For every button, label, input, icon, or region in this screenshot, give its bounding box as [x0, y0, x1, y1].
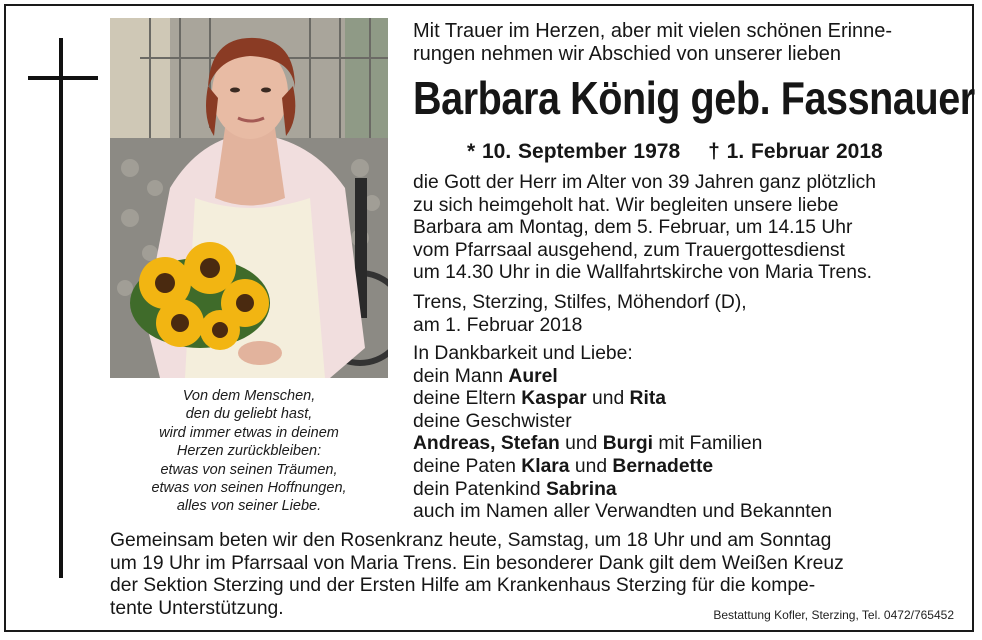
funeral-details: [413, 172, 876, 285]
quote-line: den du geliebt hast,: [185, 406, 313, 423]
date-line: am 1. Februar 2018: [413, 314, 583, 336]
details-line: um 14.30 Uhr in die Wallfahrtskirche von Maria Trens.: [413, 262, 873, 284]
details-line: Barbara am Montag, dem 5. Februar, um 14.15 Uhr: [413, 217, 853, 239]
quote-line: etwas von seinen Hoffnungen,: [151, 480, 347, 497]
siblings-suffix: mit Familien: [653, 433, 763, 455]
mourners-list: [413, 343, 832, 524]
quote-line: Herzen zurückbleiben:: [176, 443, 322, 460]
portrait-photo: [110, 18, 388, 378]
bottom-line: Gemeinsam beten wir den Rosenkranz heute, Samstag, um 18 Uhr und am Sonntag: [110, 530, 832, 551]
intro-text: [413, 20, 892, 66]
intro-line: rungen nehmen wir Abschied von unserer lieben: [413, 43, 842, 65]
deceased-name-text: Barbara König geb. Fassnauer: [413, 72, 975, 124]
deceased-name: [413, 72, 975, 124]
intro-line: Mit Trauer im Herzen, aber mit vielen schönen Erinne-: [413, 20, 893, 42]
quote-line: etwas von seinen Träumen,: [160, 461, 338, 478]
husband-line: [413, 366, 832, 389]
and-word: und: [559, 433, 603, 455]
place-and-date: [413, 292, 747, 337]
parents-line: [413, 388, 832, 411]
quote-line: wird immer etwas in deinem: [159, 424, 339, 441]
godchild-line: [413, 479, 832, 502]
bottom-line: um 19 Uhr im Pfarrsaal von Maria Trens. Ein besonderer Dank gilt dem Weißen Kreuz: [110, 552, 844, 574]
cross-icon: [59, 38, 63, 578]
parents-prefix: deine Eltern: [413, 388, 522, 410]
husband-name: Aurel: [508, 365, 558, 387]
and-word: und: [586, 388, 630, 410]
siblings-label: deine Geschwister: [413, 410, 572, 432]
parent-name: Kaspar: [521, 388, 587, 410]
life-dates: [467, 140, 883, 164]
quote-line: alles von seiner Liebe.: [176, 498, 322, 515]
bottom-line: tente Unterstützung.: [110, 597, 284, 619]
portrait-illustration: [110, 18, 388, 378]
relatives-line: auch im Namen aller Verwandten und Bekannten: [413, 501, 833, 523]
memorial-quote: [110, 387, 388, 516]
places-line: Trens, Sterzing, Stilfes, Möhendorf (D),: [413, 292, 747, 313]
godparent-name: Bernadette: [612, 455, 714, 477]
sibling-name: Burgi: [602, 433, 654, 455]
sibling-names: Andreas, Stefan: [413, 433, 560, 455]
siblings-line: [413, 433, 832, 456]
bottom-line: der Sektion Sterzing und der Ersten Hilfe am Krankenhaus Sterzing für die kompe-: [110, 575, 816, 596]
godchild-prefix: dein Patenkind: [413, 478, 546, 500]
birth-date: * 10. September 1978: [467, 140, 681, 163]
details-line: die Gott der Herr im Alter von 39 Jahren ganz plötzlich: [413, 172, 876, 193]
godparents-prefix: deine Paten: [413, 455, 522, 477]
husband-prefix: dein Mann: [413, 365, 509, 387]
rosary-and-thanks: [110, 530, 958, 620]
death-date: † 1. Februar 2018: [708, 140, 883, 163]
details-line: zu sich heimgeholt hat. Wir begleiten unsere liebe: [413, 194, 839, 216]
funeral-home-credit: Bestattung Kofler, Sterzing, Tel. 0472/765452: [713, 608, 954, 622]
godparents-line: [413, 456, 832, 479]
and-word: und: [569, 455, 613, 477]
quote-line: Von dem Menschen,: [182, 388, 316, 404]
parent-name: Rita: [629, 388, 666, 410]
godparent-name: Klara: [521, 455, 570, 477]
gratitude-line: In Dankbarkeit und Liebe:: [413, 343, 633, 364]
godchild-name: Sabrina: [545, 478, 617, 500]
cross-icon-bar: [28, 76, 98, 80]
details-line: vom Pfarrsaal ausgehend, zum Trauergottesdienst: [413, 239, 845, 261]
